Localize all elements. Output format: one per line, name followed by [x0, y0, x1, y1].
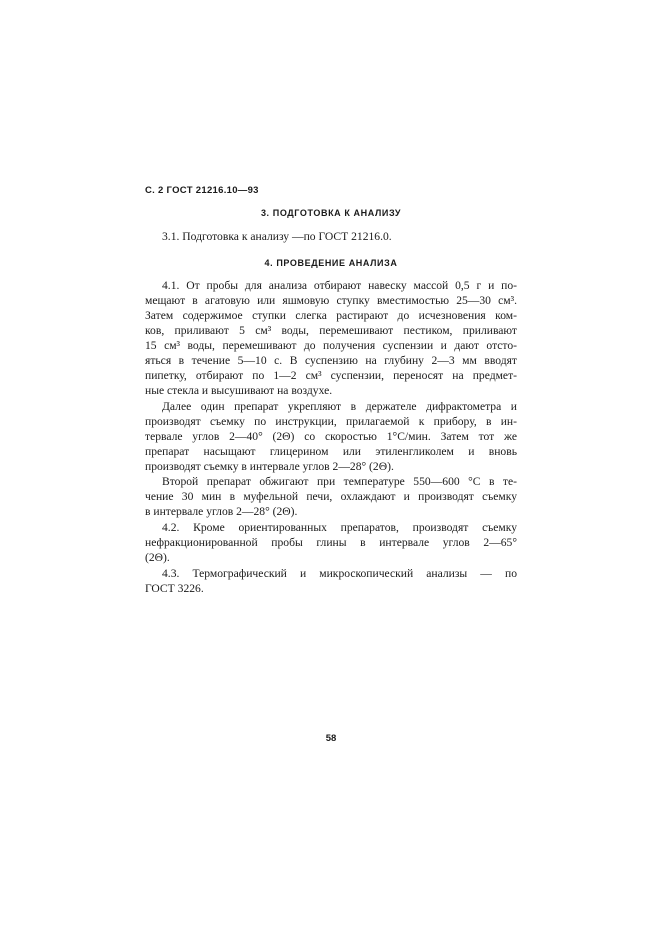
text-line: 4.1. От пробы для анализа отбирают навеску массой 0,5 г и по-	[162, 279, 517, 292]
text-line: 15 см³ воды, перемешивают до получения суспензии и дают отсто-	[145, 339, 517, 352]
text-line: нефракционированной пробы глины в интервале углов 2—65°	[145, 536, 517, 549]
text-line: яться в течение 5—10 с. В суспензию на глубину 2—3 мм вводят	[145, 354, 517, 367]
text-line: производят съемку по инструкции, прилагаемой к прибору, в ин-	[145, 415, 517, 428]
text-line: (2Θ).	[145, 551, 170, 564]
text-line: Далее один препарат укрепляют в держателе дифрактометра и	[162, 400, 517, 413]
text-line: в интервале углов 2—28° (2Θ).	[145, 505, 298, 518]
text-line: мещают в агатовую или яшмовую ступку вместимостью 25—30 см³.	[145, 294, 517, 307]
text-line: производят съемку в интервале углов 2—28° (2Θ).	[145, 460, 394, 473]
text-line: 4.3. Термографический и микроскопический анализы — по	[162, 567, 517, 580]
page-number: 58	[325, 733, 337, 744]
section-3-heading: 3. ПОДГОТОВКА К АНАЛИЗУ	[260, 208, 402, 218]
text-line: Второй препарат обжигают при температуре 550—600 °С в те-	[162, 475, 517, 488]
text-line: 4.2. Кроме ориентированных препаратов, производят съемку	[162, 521, 517, 534]
running-head: С. 2 ГОСТ 21216.10—93	[145, 185, 259, 196]
text-line: ков, приливают 5 см³ воды, перемешивают пестиком, приливают	[145, 324, 517, 337]
paragraph-3-1: 3.1. Подготовка к анализу —по ГОСТ 21216.0.	[162, 230, 392, 243]
text-line: ные стекла и высушивают на воздухе.	[145, 384, 333, 397]
section-4-heading: 4. ПРОВЕДЕНИЕ АНАЛИЗА	[264, 258, 398, 268]
text-line: пипетку, отбирают по 1—2 см³ суспензии, переносят на предмет-	[145, 369, 517, 382]
text-line: Затем содержимое ступки слегка растирают до исчезновения ком-	[145, 309, 517, 322]
text-line: чение 30 мин в муфельной печи, охлаждают и производят съемку	[145, 490, 517, 503]
text-line: тервале углов 2—40° (2Θ) со скоростью 1°С/мин. Затем тот же	[145, 430, 517, 443]
text-line: ГОСТ 3226.	[145, 582, 204, 595]
text-line: препарат насыщают глицерином или этиленгликолем и вновь	[145, 445, 517, 458]
